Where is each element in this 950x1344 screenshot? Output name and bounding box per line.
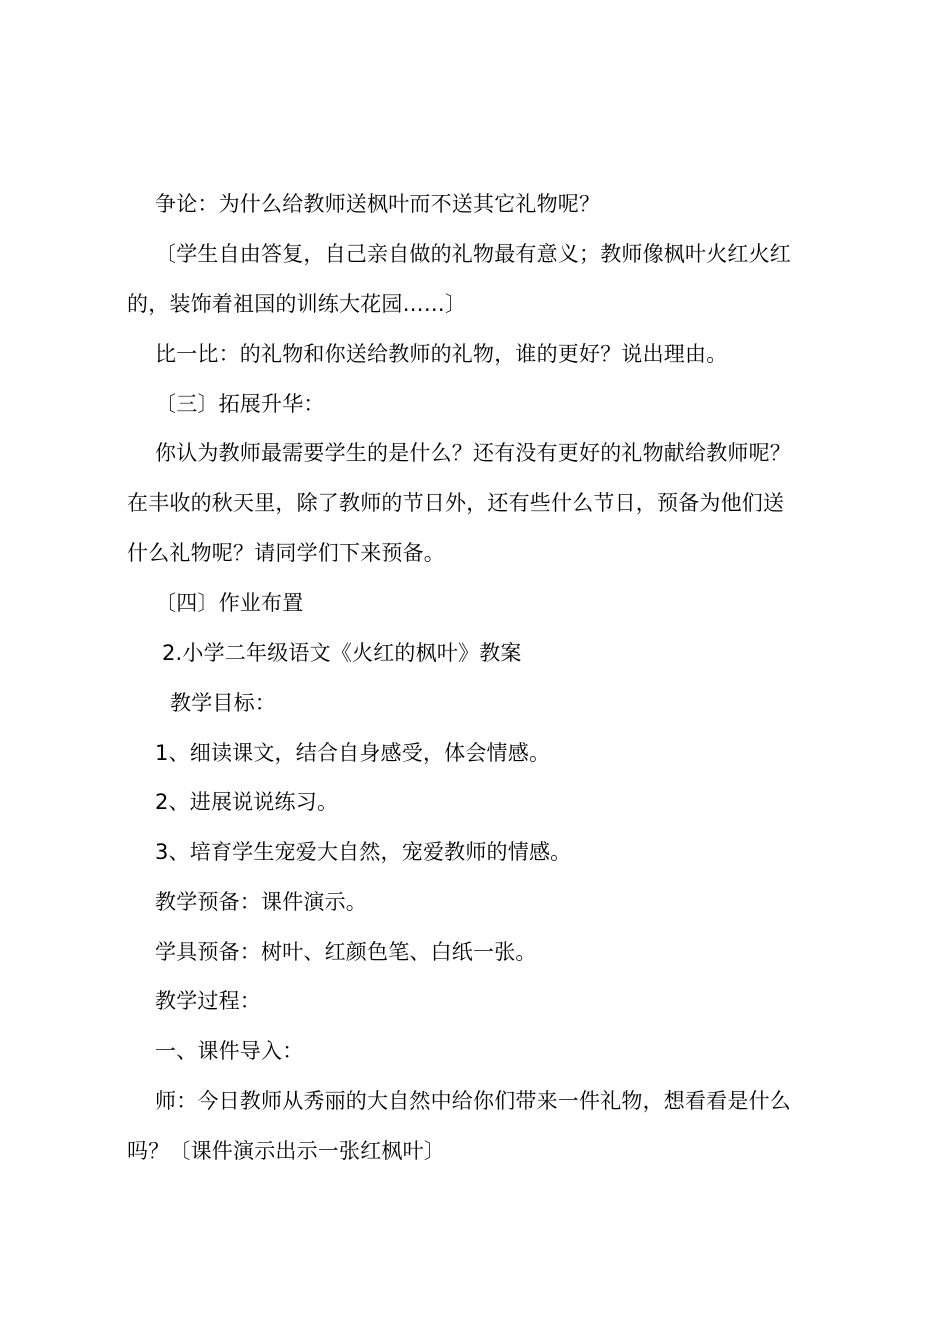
teaching-process-heading: 教学过程： (155, 989, 261, 1013)
student-answer-line-2: 的，装饰着祖国的训练大花园……〕 (127, 292, 467, 316)
extension-paragraph-line-2: 在丰收的秋天里，除了教师的节日外，还有些什么节日，预备为他们送 (127, 491, 785, 515)
goal-item-2: 2、进展说说练习。 (155, 790, 339, 814)
teacher-line-1: 师：今日教师从秀丽的大自然中给你们带来一件礼物，想看看是什么 (155, 1089, 791, 1113)
extension-paragraph-line-1: 你认为教师最需要学生的是什么？还有没有更好的礼物献给教师呢？ (155, 441, 791, 465)
section-three-heading: 〔三〕拓展升华： (155, 392, 325, 416)
lesson-plan-title: 2.小学二年级语文《火红的枫叶》教案 (162, 641, 522, 665)
teaching-prep: 教学预备：课件演示。 (155, 890, 367, 914)
section-four-heading: 〔四〕作业布置 (155, 591, 304, 615)
courseware-intro-heading: 一、课件导入： (155, 1039, 304, 1063)
teaching-goals-heading: 教学目标： (170, 691, 276, 715)
goal-item-3: 3、培育学生宠爱大自然，宠爱教师的情感。 (155, 840, 572, 864)
teacher-line-2: 吗？〔课件演示出示一张红枫叶〕 (127, 1139, 445, 1163)
compare-paragraph: 比一比：的礼物和你送给教师的礼物，谁的更好？说出理由。 (155, 342, 728, 366)
goal-item-1: 1、细读课文，结合自身感受，体会情感。 (155, 741, 551, 765)
debate-question: 争论：为什么给教师送枫叶而不送其它礼物呢？ (155, 192, 601, 216)
extension-paragraph-line-3: 什么礼物呢？请同学们下来预备。 (127, 541, 445, 565)
student-answer-line-1: 〔学生自由答复，自己亲自做的礼物最有意义；教师像枫叶火红火红 (155, 242, 791, 266)
student-supplies: 学具预备：树叶、红颜色笔、白纸一张。 (155, 940, 537, 964)
